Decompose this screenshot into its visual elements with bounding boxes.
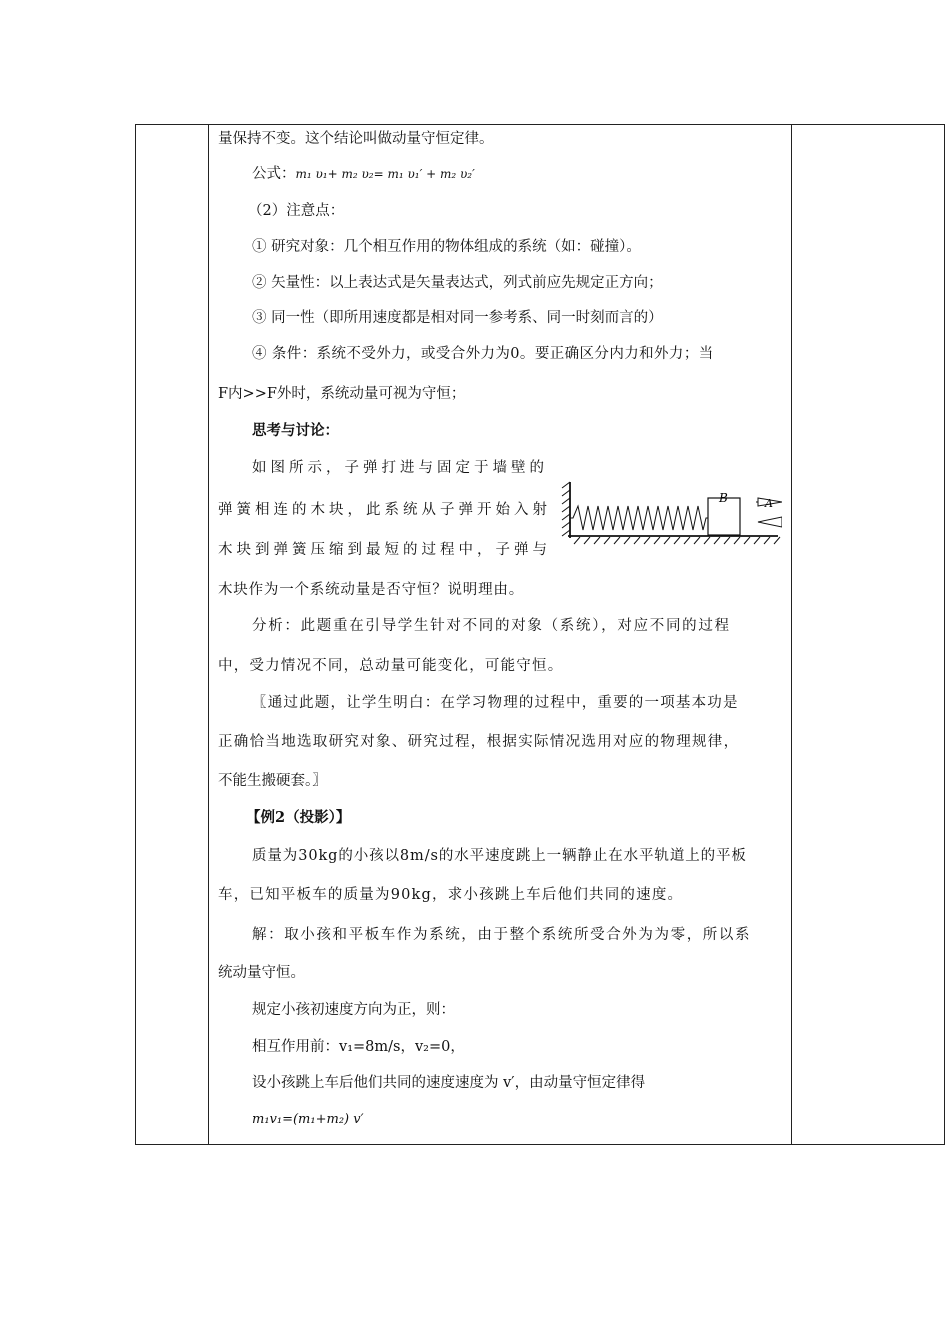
notes-title: （2）注意点：: [248, 203, 345, 219]
solution-line-6: m₁v₁=(m₁+m₂) v′: [252, 1112, 364, 1127]
solution-line-3: 规定小孩初速度方向为正，则：: [252, 1002, 455, 1018]
solution-line-5: 设小孩跳上车后他们共同的速度速度为 v′，由动量守恒定律得: [252, 1075, 646, 1091]
discussion-line-4: 木块作为一个系统动量是否守恒？说明理由。: [218, 582, 524, 598]
solution-line-2: 统动量守恒。: [218, 965, 305, 981]
floor: [568, 536, 780, 544]
column-divider-2: [791, 125, 792, 1144]
note-4-cont: F内>>F外时，系统动量可视为守恒；: [218, 386, 466, 402]
discussion-line-3: 木块到弹簧压缩到最短的过程中，子弹与: [218, 542, 551, 558]
formula-text: m₁ υ₁+ m₂ υ₂= m₁ υ₁′ + m₂ υ₂′: [295, 167, 475, 181]
note-3: ③ 同一性（即所用速度都是相对同一参考系、同一时刻而言的）: [252, 310, 663, 326]
example-title: 【例2（投影）】: [246, 809, 351, 826]
lesson-line-2: 正确恰当地选取研究对象、研究过程，根据实际情况选用对应的物理规律，: [218, 734, 740, 750]
formula-label: 公式：: [252, 166, 296, 182]
example-line-1: 质量为30kg的小孩以8m/s的水平速度跳上一辆静止在水平轨道上的平板: [252, 848, 747, 864]
lesson-line-3: 不能生搬硬套。〗: [218, 773, 327, 789]
block-b-label: B: [719, 491, 728, 505]
analysis-line-2: 中，受力情况不同，总动量可能变化，可能守恒。: [218, 658, 564, 674]
column-divider-1: [208, 125, 209, 1144]
wall: [562, 482, 570, 538]
note-1: ① 研究对象：几个相互作用的物体组成的系统（如：碰撞）。: [252, 239, 641, 255]
solution-line-1: 解：取小孩和平板车作为系统，由于整个系统所受合外为为零，所以系: [252, 927, 752, 943]
formula-line: [252, 163, 475, 185]
analysis-line-1: 分析：此题重在引导学生针对不同的对象（系统），对应不同的过程: [252, 618, 731, 634]
lesson-line-1: 〖通过此题，让学生明白：在学习物理的过程中，重要的一项基本功是: [252, 695, 739, 711]
note-4: ④ 条件：系统不受外力，或受合外力为0。要正确区分内力和外力；当: [252, 346, 714, 362]
spring: [570, 506, 708, 530]
discussion-line-1: 如图所示，子弹打进与固定于墙壁的: [252, 460, 548, 476]
note-2: ② 矢量性：以上表达式是矢量表达式，列式前应先规定正方向；: [252, 275, 663, 291]
example-line-2: 车，已知平板车的质量为90kg，求小孩跳上车后他们共同的速度。: [218, 887, 684, 903]
paragraph-law: 量保持不变。这个结论叫做动量守恒定律。: [218, 131, 494, 147]
solution-line-4: 相互作用前：v₁=8m/s，v₂=0，: [252, 1039, 465, 1055]
discussion-title: 思考与讨论：: [252, 422, 339, 439]
discussion-line-2: 弹簧相连的木块，此系统从子弹开始入射: [218, 502, 551, 518]
bullet-a-label: A: [765, 497, 773, 510]
spring-block-diagram: [560, 476, 782, 546]
